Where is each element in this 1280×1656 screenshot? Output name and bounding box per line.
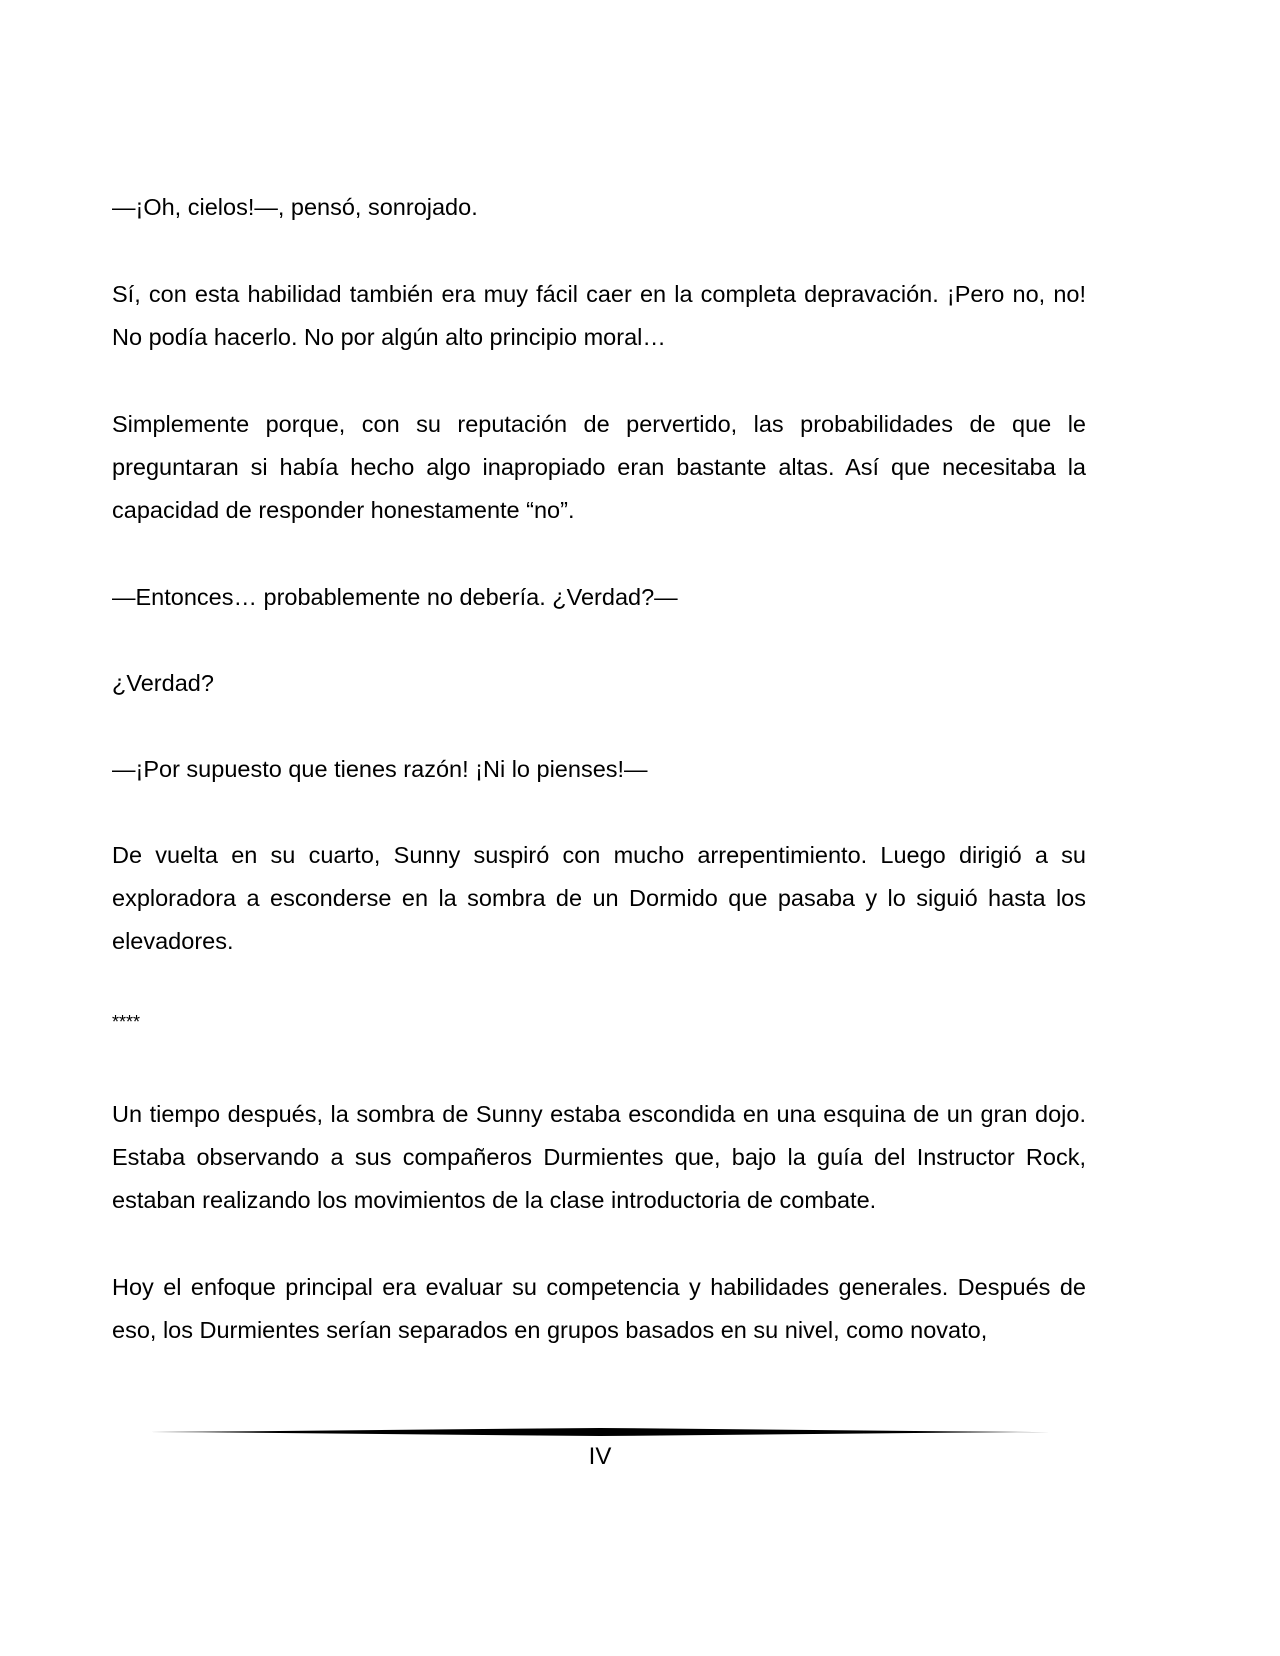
- paragraph-dialogue-por-supuesto: —¡Por supuesto que tienes razón! ¡Ni lo pienses!—: [112, 756, 648, 782]
- paragraph-tiempo-despues-dojo: Un tiempo después, la sombra de Sunny estaba escondida en una esquina de un gran dojo. Estaba observando a sus compañeros Durmientes que, bajo la guía del Instructor Rock, estaban realizando los movimientos de la clase introductoria de combate.: [112, 1101, 1086, 1213]
- paragraph-de-vuelta-cuarto: De vuelta en su cuarto, Sunny suspiró con mucho arrepentimiento. Luego dirigió a su exploradora a esconderse en la sombra de un Dormido que pasaba y lo siguió hasta los elevadores.: [112, 842, 1086, 954]
- paragraph-dialogue-entonces: —Entonces… probablemente no debería. ¿Verdad?—: [112, 584, 678, 610]
- page-number: IV: [588, 1443, 612, 1470]
- paragraph-reputacion-pervertido: Simplemente porque, con su reputación de pervertido, las probabilidades de que le preguntaran si había hecho algo inapropiado eran bastante altas. Así que necesitaba la capacidad de responder honestamente “no”.: [112, 411, 1086, 523]
- paragraph-dialogue-oh-cielos: —¡Oh, cielos!—, pensó, sonrojado.: [112, 194, 478, 220]
- paragraph-enfoque-principal: Hoy el enfoque principal era evaluar su competencia y habilidades generales. Después de eso, los Durmientes serían separados en grupos basados en su nivel, como novato,: [112, 1274, 1086, 1343]
- paragraph-verdad: ¿Verdad?: [112, 670, 214, 696]
- paragraph-habilidad-depravacion: Sí, con esta habilidad también era muy fácil caer en la completa depravación. ¡Pero no, no! No podía hacerlo. No por algún alto principio moral…: [112, 281, 1086, 350]
- footer-divider: [150, 1426, 1050, 1438]
- section-break: ****: [112, 1012, 141, 1032]
